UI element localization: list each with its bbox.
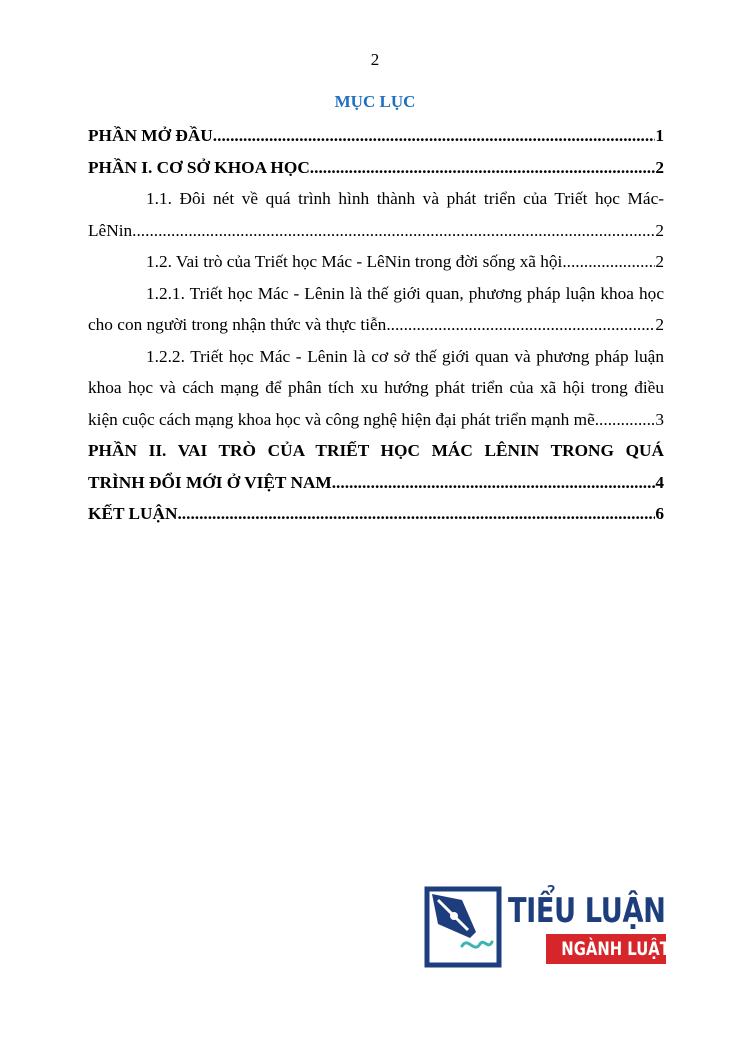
toc-entry-page: 6 [655, 504, 664, 523]
toc-entry-label: TRÌNH ĐỔI MỚI Ở VIỆT NAM [88, 472, 332, 492]
table-of-contents [88, 120, 664, 530]
toc-entry-label: KẾT LUẬN [88, 504, 178, 523]
toc-leader-dots [132, 215, 655, 247]
toc-entry-label: kiện cuộc cách mạng khoa học và công nghệ hiện đại phát triển mạnh mẽ [88, 409, 595, 429]
toc-entry-label: PHẦN MỞ ĐẦU [88, 126, 213, 145]
toc-entry-1-2[interactable] [88, 246, 664, 278]
logo-subtitle: NGÀNH LUẬT [561, 938, 670, 960]
toc-leader-dots [595, 404, 656, 436]
toc-leader-dots [562, 246, 655, 278]
toc-entry-page: 2 [655, 220, 664, 240]
toc-entry-label: 1.2. Vai trò của Triết học Mác - LêNin trong đời sống xã hội [146, 252, 563, 271]
toc-entry-line: 1.2.1. Triết học Mác - Lênin là thế giới quan, phương pháp luận khoa học [146, 283, 664, 303]
toc-entry-label: cho con người trong nhận thức và thực tiễn [88, 315, 387, 334]
toc-entry-line: 1.1. Đôi nét về quá trình hình thành và phát triển của Triết học Mác- [146, 189, 664, 208]
toc-entry-1-2-1[interactable] [88, 278, 664, 341]
toc-entry-introduction[interactable] [88, 120, 664, 152]
toc-entry-part-2[interactable] [88, 435, 664, 498]
toc-entry-page: 2 [655, 252, 664, 271]
toc-entry-conclusion[interactable] [88, 498, 664, 530]
toc-entry-page: 2 [655, 157, 664, 177]
toc-leader-dots [177, 498, 655, 530]
toc-leader-dots [310, 152, 656, 184]
toc-entry-line: 1.2.2. Triết học Mác - Lênin là cơ sở thế giới quan và phương pháp luận [146, 346, 664, 366]
toc-entry-1-1[interactable] [88, 183, 664, 246]
logo-title: TIỂU LUẬN [508, 891, 666, 931]
logo-subtitle-badge [546, 934, 670, 964]
toc-entry-label: PHẦN I. CƠ SỞ KHOA HỌC [88, 157, 310, 177]
toc-entry-label: LêNin [88, 220, 133, 240]
toc-entry-page: 4 [655, 472, 664, 492]
toc-leader-dots [386, 309, 655, 341]
toc-entry-page: 3 [655, 409, 664, 429]
toc-entry-page: 2 [655, 315, 664, 334]
toc-leader-dots [332, 467, 656, 499]
toc-title: MỤC LỤC [334, 92, 416, 111]
toc-leader-dots [213, 120, 656, 152]
toc-entry-part-1[interactable] [88, 152, 664, 184]
toc-entry-1-2-2[interactable] [88, 341, 664, 436]
tieu-luan-logo [424, 886, 668, 968]
toc-entry-line: PHẦN II. VAI TRÒ CỦA TRIẾT HỌC MÁC LÊNIN TRONG QUÁ [88, 441, 664, 460]
fountain-pen-nib-icon [424, 886, 502, 968]
toc-entry-page: 1 [655, 126, 664, 145]
page-number: 2 [370, 50, 380, 69]
toc-entry-line: khoa học và cách mạng để phân tích xu hướng phát triển của xã hội trong điều [88, 378, 664, 397]
